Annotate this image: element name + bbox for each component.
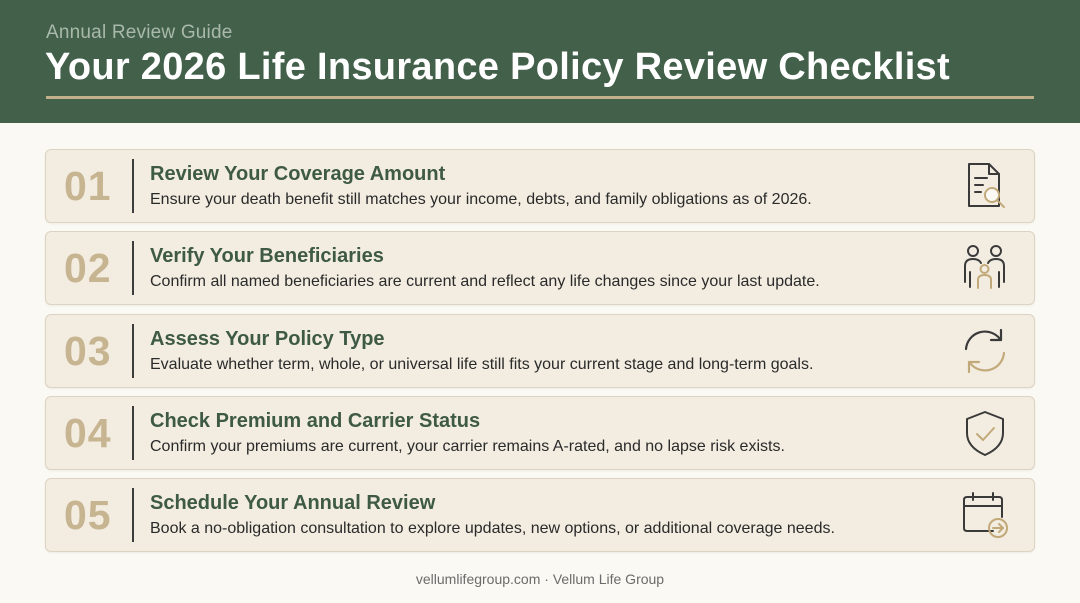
checklist-item-3 <box>45 314 1035 388</box>
item-number: 01 <box>64 163 112 209</box>
item-divider <box>132 241 134 295</box>
document-search-icon <box>959 160 1011 212</box>
item-divider <box>132 406 134 460</box>
item-title: Verify Your Beneficiaries <box>150 245 384 267</box>
item-number: 03 <box>64 328 112 374</box>
family-icon <box>959 242 1011 294</box>
refresh-cycle-icon <box>959 325 1011 377</box>
item-title: Schedule Your Annual Review <box>150 492 436 514</box>
eyebrow-label: Annual Review Guide <box>46 22 233 43</box>
checklist-item-5 <box>45 478 1035 552</box>
shield-check-icon <box>959 407 1011 459</box>
checklist-item-2 <box>45 231 1035 305</box>
checklist-item-4 <box>45 396 1035 470</box>
calendar-arrow-icon <box>959 489 1011 541</box>
item-description: Confirm your premiums are current, your carrier remains A-rated, and no lapse risk exists. <box>150 438 785 455</box>
item-title: Check Premium and Carrier Status <box>150 410 481 432</box>
checklist-item-1 <box>45 149 1035 223</box>
footer-credit: vellumlifegroup.com · Vellum Life Group <box>415 571 665 587</box>
item-divider <box>132 159 134 213</box>
item-description: Book a no-obligation consultation to explore updates, new options, or additional coverage needs. <box>150 520 835 537</box>
item-divider <box>132 324 134 378</box>
item-number: 05 <box>64 492 112 538</box>
item-number: 02 <box>64 245 112 291</box>
page-title: Your 2026 Life Insurance Policy Review Checklist <box>45 46 950 88</box>
item-title: Assess Your Policy Type <box>150 328 385 350</box>
item-description: Ensure your death benefit still matches your income, debts, and family obligations as of 2026. <box>150 191 812 208</box>
item-number: 04 <box>64 410 112 456</box>
item-description: Evaluate whether term, whole, or universal life still fits your current stage and long-term goals. <box>150 356 814 373</box>
item-description: Confirm all named beneficiaries are current and reflect any life changes since your last update. <box>150 273 820 290</box>
item-divider <box>132 488 134 542</box>
title-underline <box>46 96 1034 99</box>
header-banner <box>0 0 1080 123</box>
item-title: Review Your Coverage Amount <box>150 163 446 185</box>
